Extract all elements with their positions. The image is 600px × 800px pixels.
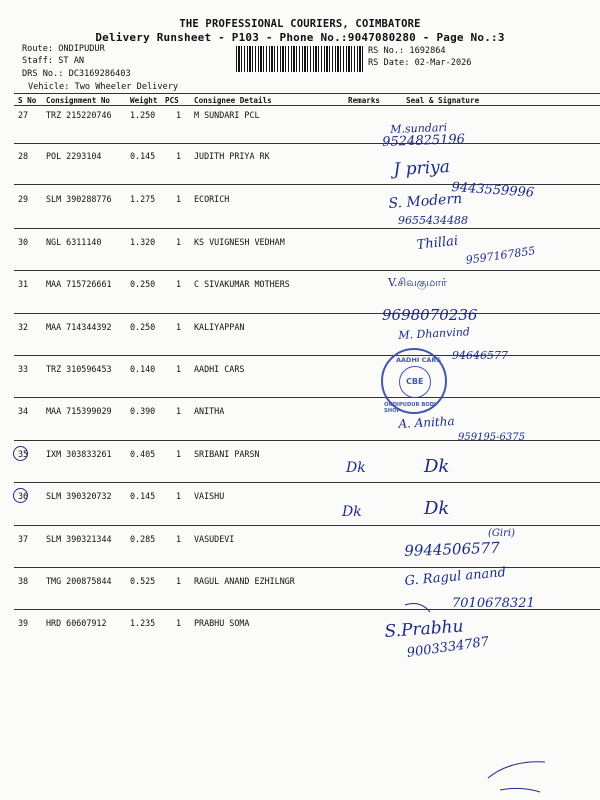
row-consignment: IXM 303833261 — [46, 449, 112, 459]
row-consignment: SLM 390321344 — [46, 534, 112, 544]
row-consignment: MAA 714344392 — [46, 322, 112, 332]
handwritten-phone: 9003334787 — [406, 634, 491, 661]
row-consignment: SLM 390288776 — [46, 194, 112, 204]
handwritten-name: J priya — [393, 157, 451, 180]
row-weight: 1.275 — [130, 194, 156, 204]
row-weight: 0.285 — [130, 534, 156, 544]
row-sno: 36 — [18, 491, 29, 501]
row-consignment: TRZ 215220746 — [46, 110, 112, 120]
row-sno: 39 — [18, 618, 29, 628]
row-consignee: SRIBANI PARSN — [194, 449, 260, 459]
row-pcs: 1 — [176, 322, 182, 332]
handwritten-phone: 9524825196 — [382, 132, 466, 150]
row-weight: 0.525 — [130, 576, 156, 586]
row-sno: 34 — [18, 406, 29, 416]
rs-date: RS Date: 02-Mar-2026 — [368, 58, 472, 68]
handwritten-phone: 9443559996 — [450, 180, 535, 201]
row-pcs: 1 — [176, 110, 182, 120]
rs-number: RS No.: 1692864 — [368, 46, 446, 56]
row-consignee: RAGUL ANAND EZHILNGR — [194, 576, 295, 586]
route-label: Route: ONDIPUDUR — [22, 44, 105, 54]
handwritten-remark: Dk — [346, 460, 366, 476]
row-consignee: JUDITH PRIYA RK — [194, 151, 270, 161]
row-consignee: M SUNDARI PCL — [194, 110, 260, 120]
row-weight: 1.250 — [130, 110, 156, 120]
company-title: THE PROFESSIONAL COURIERS, COIMBATORE — [179, 18, 421, 30]
runsheet-subtitle: Delivery Runsheet - P103 - Phone No.:9047080280 - Page No.:3 — [95, 31, 505, 44]
handwritten-phone: 9944506577 — [404, 538, 501, 560]
handwritten-phone: 9655434488 — [398, 214, 468, 227]
pen-stroke — [500, 788, 540, 792]
handwritten-name: S.Prabhu — [384, 616, 465, 642]
handwritten-name: M. Dhanvind — [398, 325, 471, 342]
row-weight: 0.390 — [130, 406, 156, 416]
row-pcs: 1 — [176, 237, 182, 247]
row-consignee: ECORICH — [194, 194, 230, 204]
row-weight: 0.145 — [130, 151, 156, 161]
row-consignment: NGL 6311140 — [46, 237, 102, 247]
row-sno: 33 — [18, 364, 29, 374]
row-pcs: 1 — [176, 491, 182, 501]
row-consignment: SLM 390320732 — [46, 491, 112, 501]
row-weight: 0.250 — [130, 279, 156, 289]
row-consignee: PRABHU SOMA — [194, 618, 250, 628]
vehicle-label: Vehicle: Two Wheeler Delivery — [28, 82, 179, 92]
handwritten-note: (Giri) — [488, 528, 515, 539]
stamp-top-text: AADHI CARS — [396, 356, 442, 364]
row-weight: 0.250 — [130, 322, 156, 332]
col-weight-header: Weight — [130, 96, 158, 105]
handwritten-remark: Dk — [342, 504, 362, 520]
row-consignee: VASUDEVI — [194, 534, 235, 544]
row-consignment: POL 2293104 — [46, 151, 102, 161]
handwritten-phone: 959195-6375 — [458, 432, 526, 443]
row-weight: 0.140 — [130, 364, 156, 374]
row-sno: 31 — [18, 279, 29, 289]
col-consignment-header: Consignment No — [46, 96, 111, 105]
row-consignee: KALIYAPPAN — [194, 322, 245, 332]
pen-stroke — [405, 604, 430, 612]
row-consignment: HRD 60607912 — [46, 618, 107, 628]
row-sno: 38 — [18, 576, 29, 586]
pen-stroke — [488, 762, 545, 778]
row-consignee: KS VUIGNESH VEDHAM — [194, 237, 285, 247]
row-pcs: 1 — [176, 194, 182, 204]
row-consignment: MAA 715726661 — [46, 279, 112, 289]
stamp-center-text: CBE — [406, 377, 424, 386]
col-seal-header: Seal & Signature — [406, 96, 480, 105]
row-weight: 0.145 — [130, 491, 156, 501]
handwritten-signature: Dk — [424, 456, 450, 477]
staff-label: Staff: ST AN — [22, 56, 85, 66]
handwritten-signature: Dk — [424, 498, 450, 519]
handwritten-name: S. Modern — [388, 190, 463, 212]
handwritten-phone: 94646577 — [452, 349, 508, 362]
row-consignment: TMG 200875844 — [46, 576, 112, 586]
handwritten-name: A. Anitha — [398, 414, 455, 431]
row-consignment: MAA 715399029 — [46, 406, 112, 416]
row-pcs: 1 — [176, 449, 182, 459]
row-pcs: 1 — [176, 576, 182, 586]
stamp-bottom-text: ONDIPUDUR BODY SHOP — [384, 402, 438, 414]
handwritten-phone: 9698070236 — [382, 306, 478, 324]
col-remarks-header: Remarks — [348, 96, 381, 105]
row-sno: 37 — [18, 534, 29, 544]
row-sno: 27 — [18, 110, 29, 120]
row-weight: 0.405 — [130, 449, 156, 459]
row-pcs: 1 — [176, 618, 182, 628]
row-consignee: AADHI CARS — [194, 364, 245, 374]
row-pcs: 1 — [176, 364, 182, 374]
row-sno: 30 — [18, 237, 29, 247]
handwritten-name: M.sundari — [390, 121, 448, 136]
col-sno-header: S No — [18, 96, 37, 105]
handwritten-name: Thillai — [416, 233, 459, 253]
handwritten-name: V.சிவகுமார் — [388, 276, 447, 289]
row-sno: 32 — [18, 322, 29, 332]
row-pcs: 1 — [176, 534, 182, 544]
row-weight: 1.235 — [130, 618, 156, 628]
handwritten-phone: 9597167855 — [465, 244, 537, 267]
row-consignee: VAISHU — [194, 491, 225, 501]
drs-number: DRS No.: DC3169286403 — [22, 69, 131, 79]
handwritten-phone: 7010678321 — [452, 596, 535, 611]
col-pcs-header: PCS — [165, 96, 179, 105]
row-consignee: ANITHA — [194, 406, 225, 416]
row-pcs: 1 — [176, 151, 182, 161]
row-sno: 35 — [18, 449, 29, 459]
row-consignee: C SIVAKUMAR MOTHERS — [194, 279, 290, 289]
handwritten-name: G. Ragul anand — [404, 565, 507, 589]
row-pcs: 1 — [176, 406, 182, 416]
row-sno: 29 — [18, 194, 29, 204]
row-weight: 1.320 — [130, 237, 156, 247]
row-consignment: TRZ 310596453 — [46, 364, 112, 374]
col-consignee-header: Consignee Details — [194, 96, 272, 105]
row-sno: 28 — [18, 151, 29, 161]
row-pcs: 1 — [176, 279, 182, 289]
